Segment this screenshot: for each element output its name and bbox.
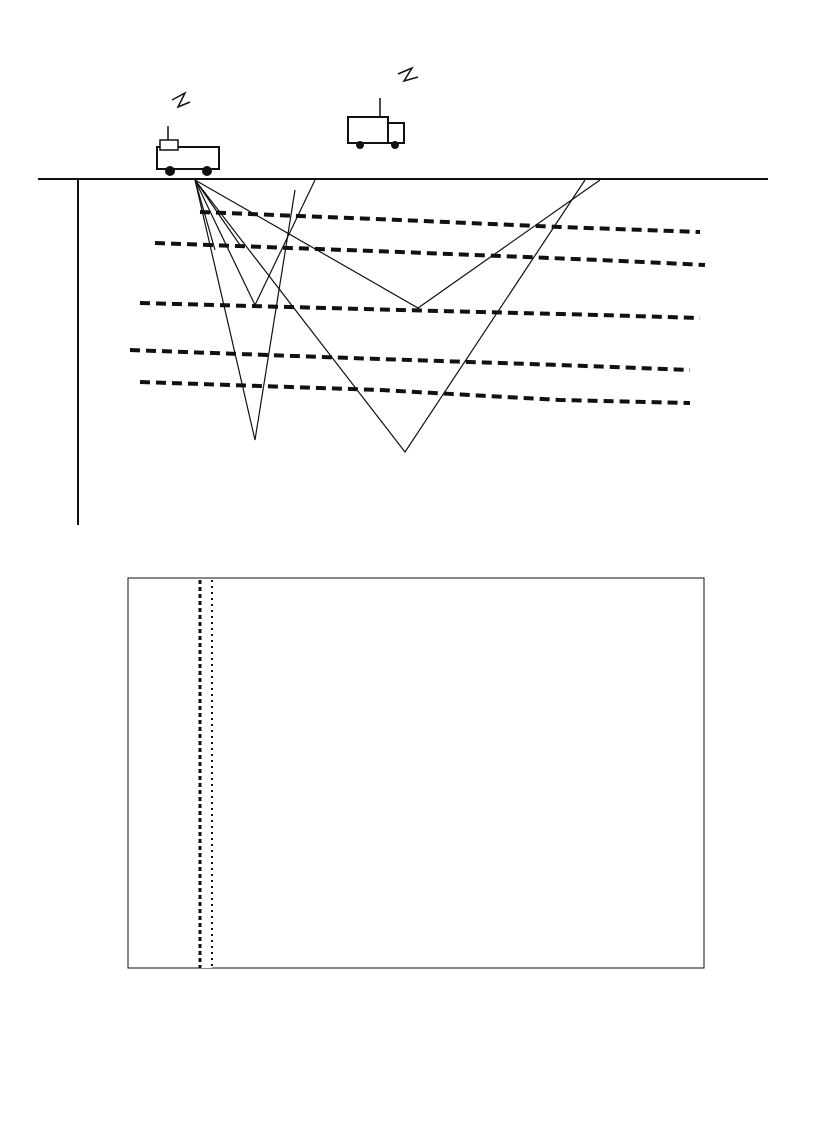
- sedimentary-upper-plate: [522, 688, 618, 718]
- recording-truck-icon: [348, 68, 418, 149]
- basement-plate: [337, 868, 429, 898]
- reflection-survey-diagram: [0, 60, 819, 560]
- seismic-section: [0, 560, 819, 1030]
- sedimentary-lower-plate: [525, 830, 621, 860]
- borehole-column: [200, 580, 212, 968]
- vibroseis-truck-icon: [157, 93, 219, 176]
- section-frame: [128, 578, 704, 968]
